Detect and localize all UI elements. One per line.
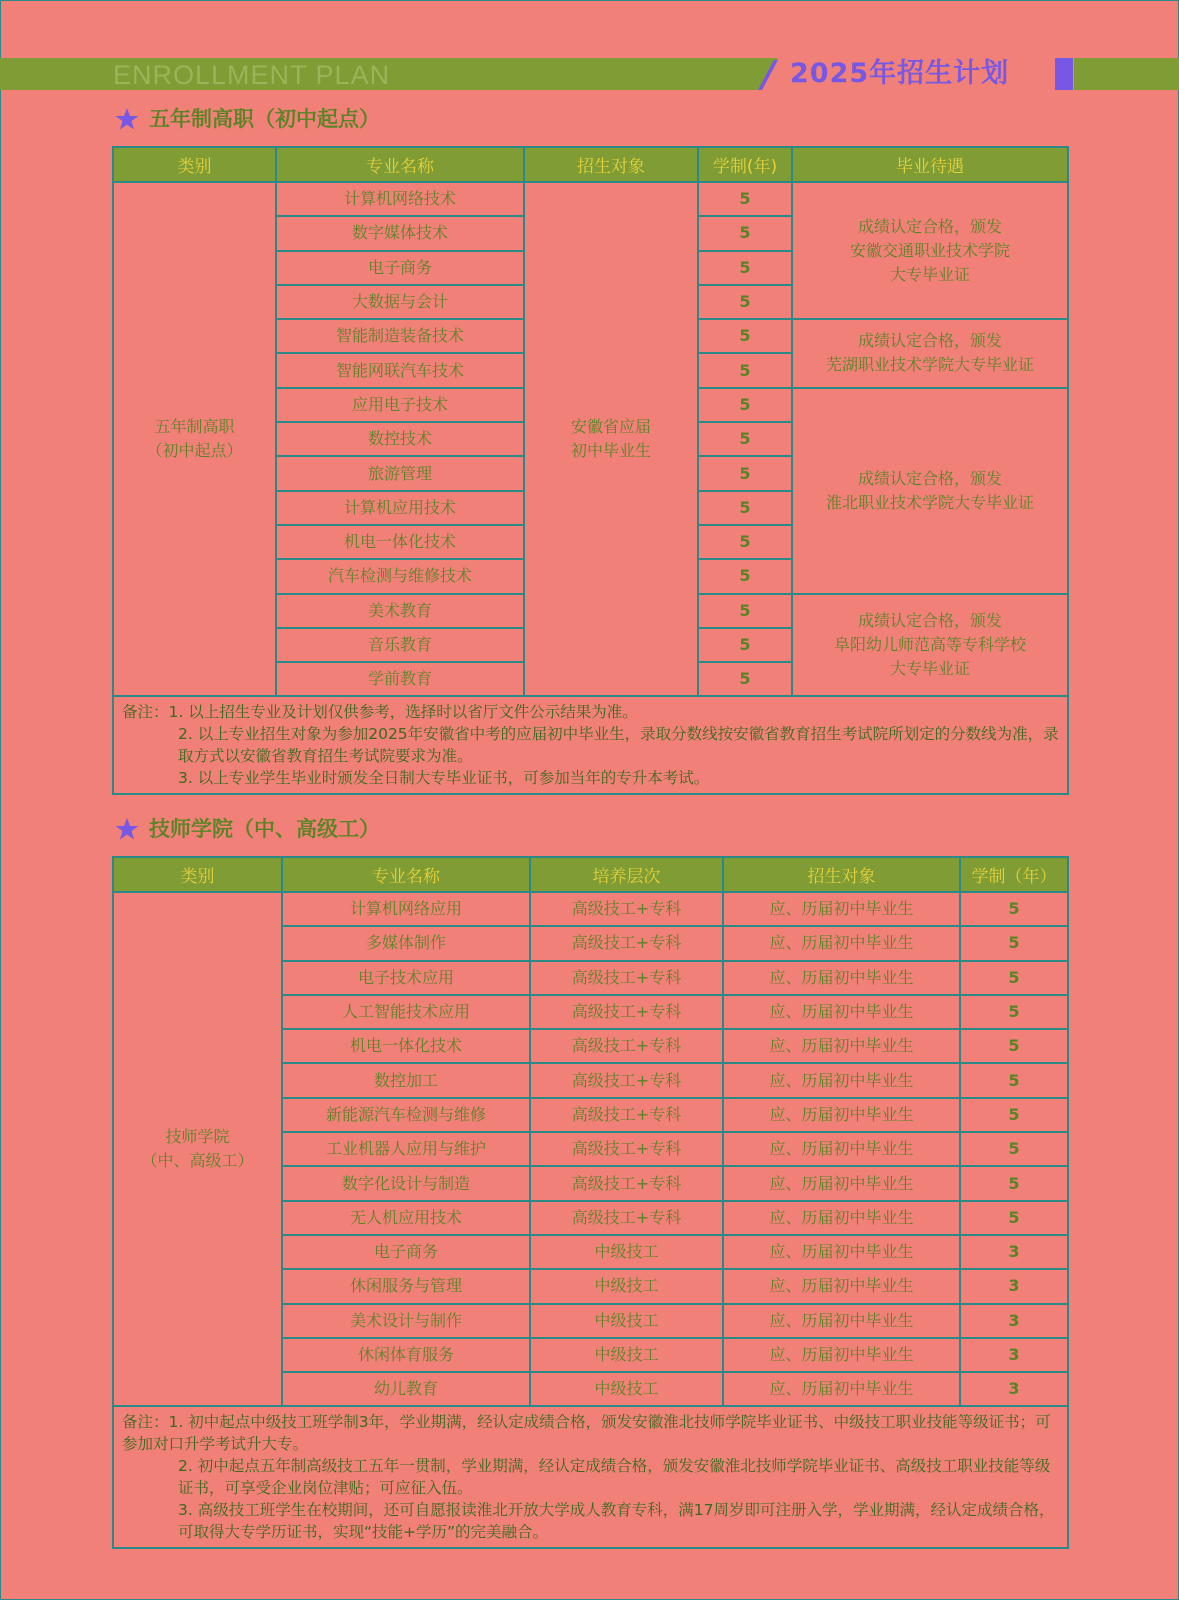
- notes-cell: [113, 696, 1068, 794]
- note-1: 备注：1. 以上招生专业及计划仅供参考，选择时以省厅文件公示结果为准。: [122, 703, 638, 722]
- years-cell: 5: [698, 491, 792, 525]
- level-cell: 高级技工+专科: [530, 1132, 723, 1166]
- major-cell: 美术设计与制作: [282, 1304, 530, 1338]
- level-cell: 中级技工: [530, 1372, 723, 1406]
- years-cell: 5: [960, 1132, 1068, 1166]
- years-cell: 5: [960, 1029, 1068, 1063]
- major-cell: 幼儿教育: [282, 1372, 530, 1406]
- major-cell: 汽车检测与维修技术: [276, 559, 524, 593]
- years-cell: 5: [698, 182, 792, 216]
- section2-title-text: 技师学院（中、高级工）: [149, 817, 380, 841]
- english-title: ENROLLMENT PLAN: [113, 60, 391, 90]
- years-cell: 5: [698, 422, 792, 456]
- target-cell: 应、历届初中毕业生: [723, 1132, 960, 1166]
- target-cell: 应、历届初中毕业生: [723, 1201, 960, 1235]
- benefit-cell: 成绩认定合格，颁发 芜湖职业技术学院大专毕业证: [792, 319, 1068, 388]
- header-major: 专业名称: [282, 857, 530, 892]
- benefit-cell: 成绩认定合格，颁发 淮北职业技术学院大专毕业证: [792, 388, 1068, 594]
- major-cell: 电子商务: [282, 1235, 530, 1269]
- years-cell: 3: [960, 1235, 1068, 1269]
- star-icon: [115, 107, 139, 131]
- years-cell: 5: [698, 662, 792, 696]
- benefit-cell: 成绩认定合格，颁发 阜阳幼儿师范高等专科学校 大专毕业证: [792, 594, 1068, 697]
- notes-row: [113, 1406, 1068, 1548]
- benefit-cell: 成绩认定合格，颁发 安徽交通职业技术学院 大专毕业证: [792, 182, 1068, 319]
- header-target: 招生对象: [723, 857, 960, 892]
- note-3: 3. 以上专业学生毕业时颁发全日制大专毕业证书，可参加当年的专升本考试。: [178, 769, 710, 788]
- years-cell: 5: [698, 216, 792, 250]
- years-cell: 3: [960, 1338, 1068, 1372]
- years-cell: 5: [960, 1166, 1068, 1200]
- category-cell: 技师学院 （中、高级工）: [113, 892, 282, 1406]
- major-cell: 电子商务: [276, 251, 524, 285]
- target-cell: 应、历届初中毕业生: [723, 926, 960, 960]
- chinese-title: 2025年招生计划: [790, 58, 1010, 89]
- years-cell: 5: [698, 456, 792, 490]
- section2-title: [115, 814, 380, 844]
- note-1: 备注：1. 初中起点中级技工班学制3年，学业期满，经认定成绩合格，颁发安徽淮北技师学院毕业证书、中级技工职业技能等级证书；可参加对口升学考试升大专。: [122, 1413, 1051, 1454]
- target-cell: 应、历届初中毕业生: [723, 995, 960, 1029]
- years-cell: 5: [698, 628, 792, 662]
- header-level: 培养层次: [530, 857, 723, 892]
- major-cell: 无人机应用技术: [282, 1201, 530, 1235]
- technician-college-table: [112, 856, 1069, 1549]
- major-cell: 音乐教育: [276, 628, 524, 662]
- section1-title-text: 五年制高职（初中起点）: [149, 107, 380, 131]
- target-cell: 应、历届初中毕业生: [723, 1166, 960, 1200]
- category-cell: 五年制高职 （初中起点）: [113, 182, 276, 696]
- target-cell: 应、历届初中毕业生: [723, 892, 960, 926]
- level-cell: 高级技工+专科: [530, 1201, 723, 1235]
- level-cell: 高级技工+专科: [530, 995, 723, 1029]
- major-cell: 数控加工: [282, 1063, 530, 1097]
- years-cell: 5: [960, 1098, 1068, 1132]
- years-cell: 5: [960, 926, 1068, 960]
- major-cell: 多媒体制作: [282, 926, 530, 960]
- level-cell: 高级技工+专科: [530, 1166, 723, 1200]
- years-cell: 3: [960, 1304, 1068, 1338]
- target-cell: 安徽省应届 初中毕业生: [524, 182, 698, 696]
- target-cell: 应、历届初中毕业生: [723, 1029, 960, 1063]
- major-cell: 休闲服务与管理: [282, 1269, 530, 1303]
- years-cell: 5: [698, 285, 792, 319]
- major-cell: 工业机器人应用与维护: [282, 1132, 530, 1166]
- major-cell: 旅游管理: [276, 456, 524, 490]
- note-2: 2. 初中起点五年制高级技工五年一贯制，学业期满，经认定成绩合格，颁发安徽淮北技师学院毕业证书、高级技工职业技能等级证书，可享受企业岗位津贴；可应征入伍。: [178, 1457, 1051, 1498]
- notes-row: [113, 696, 1068, 794]
- header-years: 学制（年）: [960, 857, 1068, 892]
- header-accent-block: [1055, 58, 1073, 90]
- level-cell: 高级技工+专科: [530, 926, 723, 960]
- target-cell: 应、历届初中毕业生: [723, 961, 960, 995]
- section1-title: [115, 104, 380, 134]
- target-cell: 应、历届初中毕业生: [723, 1338, 960, 1372]
- table-header-row: [113, 147, 1068, 182]
- years-cell: 5: [698, 251, 792, 285]
- years-cell: 5: [698, 388, 792, 422]
- table-header-row: [113, 857, 1068, 892]
- table-row: [113, 182, 1068, 216]
- major-cell: 新能源汽车检测与维修: [282, 1098, 530, 1132]
- header-category: 类别: [113, 857, 282, 892]
- target-cell: 应、历届初中毕业生: [723, 1304, 960, 1338]
- target-cell: 应、历届初中毕业生: [723, 1372, 960, 1406]
- years-cell: 5: [698, 594, 792, 628]
- level-cell: 高级技工+专科: [530, 1098, 723, 1132]
- header-band-tail: [1074, 58, 1179, 90]
- major-cell: 计算机网络技术: [276, 182, 524, 216]
- years-cell: 5: [698, 525, 792, 559]
- years-cell: 5: [960, 961, 1068, 995]
- level-cell: 中级技工: [530, 1235, 723, 1269]
- years-cell: 5: [960, 1201, 1068, 1235]
- level-cell: 高级技工+专科: [530, 961, 723, 995]
- major-cell: 智能网联汽车技术: [276, 353, 524, 387]
- target-cell: 应、历届初中毕业生: [723, 1235, 960, 1269]
- major-cell: 电子技术应用: [282, 961, 530, 995]
- header-target: 招生对象: [524, 147, 698, 182]
- major-cell: 应用电子技术: [276, 388, 524, 422]
- header-benefit: 毕业待遇: [792, 147, 1068, 182]
- header-category: 类别: [113, 147, 276, 182]
- star-icon: [115, 817, 139, 841]
- major-cell: 数字媒体技术: [276, 216, 524, 250]
- target-cell: 应、历届初中毕业生: [723, 1063, 960, 1097]
- target-cell: 应、历届初中毕业生: [723, 1098, 960, 1132]
- note-3: 3. 高级技工班学生在校期间，还可自愿报读淮北开放大学成人教育专科，满17周岁即可注册入学，学业期满，经认定成绩合格，可取得大专学历证书，实现“技能+学历”的完美融合。: [178, 1501, 1055, 1542]
- major-cell: 计算机网络应用: [282, 892, 530, 926]
- major-cell: 数字化设计与制造: [282, 1166, 530, 1200]
- header-major: 专业名称: [276, 147, 524, 182]
- major-cell: 机电一体化技术: [276, 525, 524, 559]
- major-cell: 人工智能技术应用: [282, 995, 530, 1029]
- major-cell: 机电一体化技术: [282, 1029, 530, 1063]
- level-cell: 中级技工: [530, 1304, 723, 1338]
- years-cell: 5: [960, 995, 1068, 1029]
- note-2: 2. 以上专业招生对象为参加2025年安徽省中考的应届初中毕业生，录取分数线按安徽省教育招生考试院所划定的分数线为准，录取方式以安徽省教育招生考试院要求为准。: [178, 725, 1059, 766]
- years-cell: 5: [960, 892, 1068, 926]
- five-year-plan-table: [112, 146, 1069, 795]
- major-cell: 计算机应用技术: [276, 491, 524, 525]
- years-cell: 3: [960, 1372, 1068, 1406]
- years-cell: 5: [698, 559, 792, 593]
- major-cell: 学前教育: [276, 662, 524, 696]
- level-cell: 中级技工: [530, 1338, 723, 1372]
- major-cell: 大数据与会计: [276, 285, 524, 319]
- years-cell: 5: [960, 1063, 1068, 1097]
- major-cell: 休闲体育服务: [282, 1338, 530, 1372]
- target-cell: 应、历届初中毕业生: [723, 1269, 960, 1303]
- level-cell: 高级技工+专科: [530, 1029, 723, 1063]
- years-cell: 3: [960, 1269, 1068, 1303]
- notes-cell: [113, 1406, 1068, 1548]
- major-cell: 智能制造装备技术: [276, 319, 524, 353]
- years-cell: 5: [698, 319, 792, 353]
- header-years: 学制(年): [698, 147, 792, 182]
- table-row: [113, 892, 1068, 926]
- level-cell: 中级技工: [530, 1269, 723, 1303]
- level-cell: 高级技工+专科: [530, 892, 723, 926]
- years-cell: 5: [698, 353, 792, 387]
- major-cell: 数控技术: [276, 422, 524, 456]
- level-cell: 高级技工+专科: [530, 1063, 723, 1097]
- major-cell: 美术教育: [276, 594, 524, 628]
